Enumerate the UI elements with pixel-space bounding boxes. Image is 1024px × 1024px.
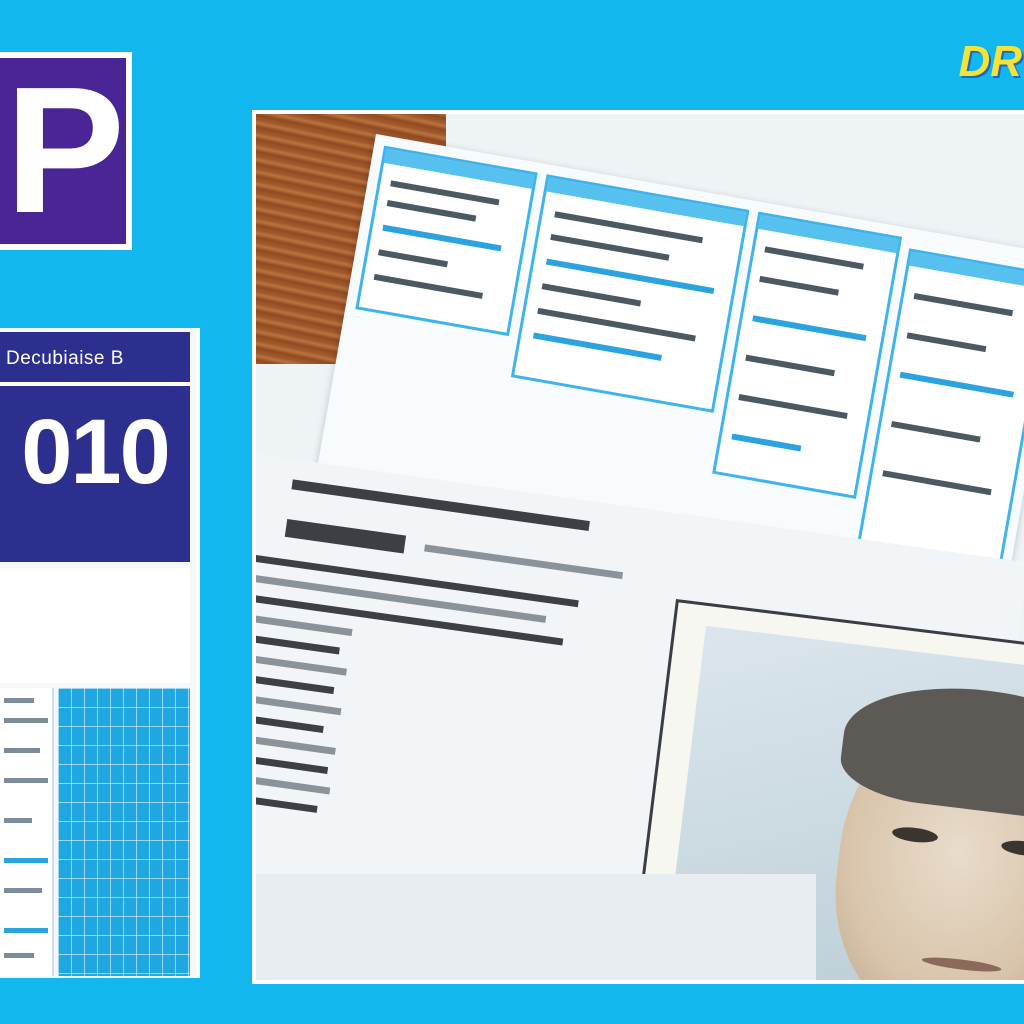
- main-photo: [252, 110, 1024, 984]
- bottom-document-strip: [256, 874, 816, 984]
- p-logo-letter: P: [0, 58, 126, 244]
- document-panel: [355, 146, 537, 337]
- document-panel: [511, 174, 750, 413]
- corner-badge: DR: [958, 37, 1022, 86]
- left-card-blank-area: [0, 568, 190, 683]
- banner-number: 010: [21, 401, 169, 503]
- left-card: [0, 328, 200, 978]
- mini-document-page: [0, 688, 54, 976]
- p-logo: [0, 52, 132, 250]
- banner-text: Decubiaise B: [6, 348, 124, 369]
- left-card-banner: [0, 332, 190, 562]
- banner-divider: [0, 382, 190, 386]
- blue-grid-panel: [58, 688, 190, 976]
